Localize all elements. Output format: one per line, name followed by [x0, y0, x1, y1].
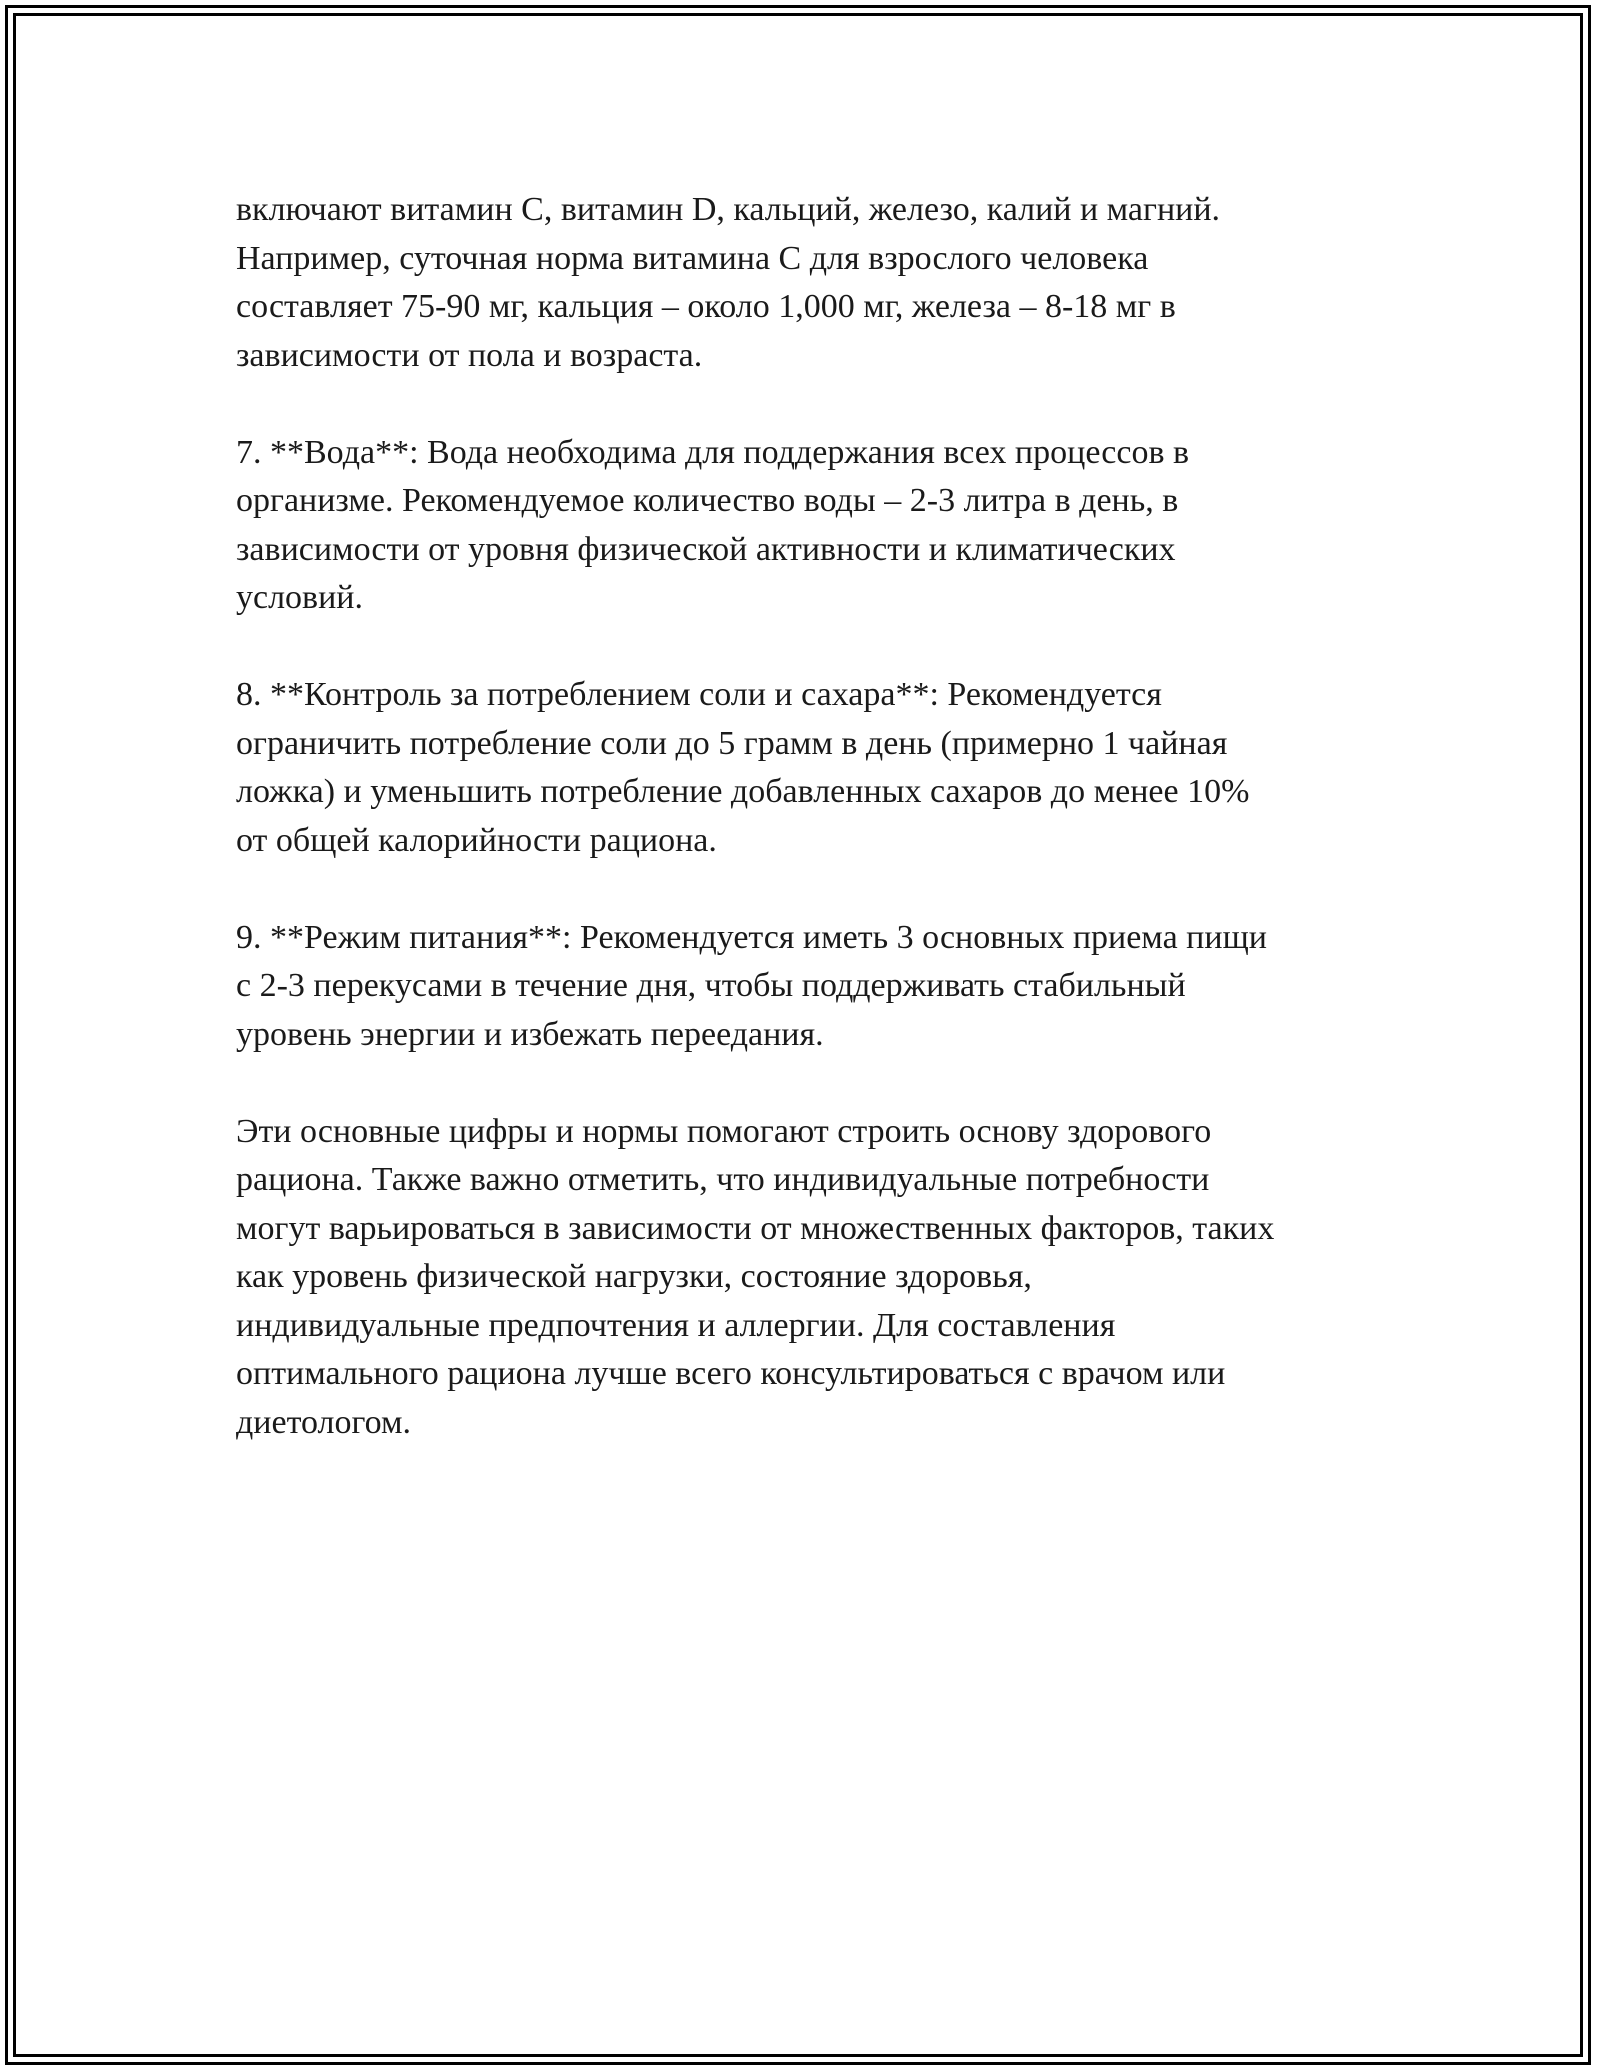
paragraph-water: 7. **Вода**: Вода необходима для поддержания всех процессов в организме. Рекомендуемое количество воды – 2-3 литра в день, в зависимости от уровня физической активности и климатических условий.: [236, 433, 1190, 616]
paragraph-conclusion: Эти основные цифры и нормы помогают строить основу здорового рациона. Также важно отметить, что индивидуальные потребности могут варьироваться в зависимости от множественных факторов, таких как уровень физической нагрузки, состояние здоровья, индивидуальные предпочтения и аллергии. Для составления оптимального рациона лучше всего консультироваться с врачом или диетологом.: [236, 1112, 1275, 1441]
paragraph-salt-sugar: 8. **Контроль за потреблением соли и сахара**: Рекомендуется ограничить потребление соли до 5 грамм в день (примерно 1 чайная ложка) и уменьшить потребление добавленных сахаров до менее 10% от общей калорийности рациона.: [236, 676, 1250, 859]
paragraph-meal-schedule: 9. **Режим питания**: Рекомендуется иметь 3 основных приема пищи с 2-3 перекусами в течение дня, чтобы поддерживать стабильный уровень энергии и избежать переедания.: [236, 918, 1267, 1053]
paragraph-micronutrients: включают витамин C, витамин D, кальций, железо, калий и магний. Например, суточная норма витамина C для взрослого человека составляет 75-90 мг, кальция – около 1,000 мг, железа – 8-18 мг в зависимости от пола и возраста.: [236, 191, 1221, 374]
document-body: [236, 186, 1366, 1496]
